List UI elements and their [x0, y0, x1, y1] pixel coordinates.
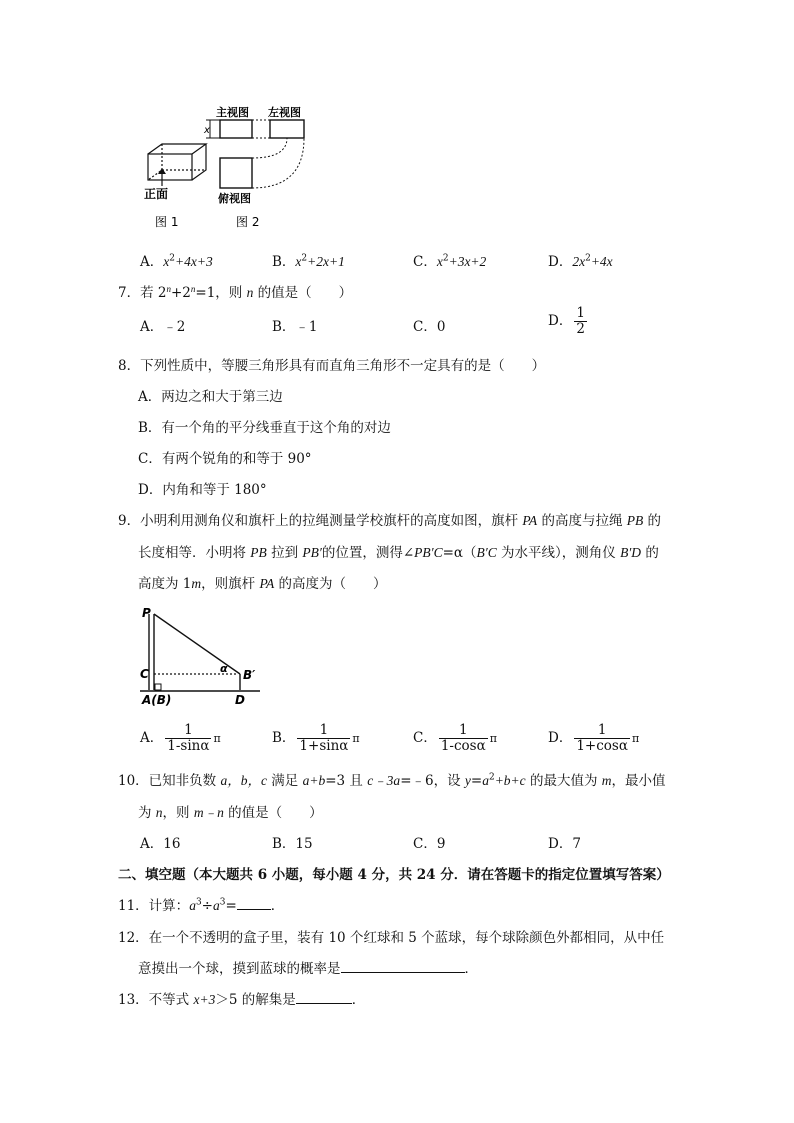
fig1-caption: 图 1	[155, 215, 179, 229]
front-label: 正面	[144, 187, 169, 201]
q9-option-b[interactable]: B． $\frac{1}{1+\sin\alpha}$ π	[272, 722, 360, 754]
fig2-caption: 图 2	[236, 215, 260, 229]
q7-option-a[interactable]: A．﹣2	[140, 319, 186, 335]
q6-option-a[interactable]: A．$x^2+4x+3$	[140, 253, 213, 270]
q9-stem-line1: 9．小明利用测角仪和旗杆上的拉绳测量学校旗杆的高度如图，旗杆 PA 的高度与拉绳 PB 的	[118, 513, 662, 529]
main-view-label: 主视图	[216, 106, 249, 119]
q10-option-c[interactable]: C．9	[413, 836, 446, 852]
q10-stem-line2: 为 n，则 m﹣n 的值是（ ）	[138, 805, 323, 821]
left-view-label: 左视图	[268, 106, 301, 119]
q13: 13．不等式 x+3＞5 的解集是 ．	[118, 992, 366, 1008]
q7-option-b[interactable]: B．﹣1	[272, 319, 318, 335]
q8-option-d[interactable]: D．内角和等于 180°	[138, 482, 267, 498]
q9-option-c[interactable]: C． $\frac{1}{1-\cos\alpha}$ π	[413, 722, 497, 754]
q7-option-d[interactable]: D． $\frac{1}{2}$	[548, 305, 585, 337]
q9-option-a[interactable]: A． $\frac{1}{1-\sin\alpha}$ π	[140, 722, 221, 754]
q8-option-a[interactable]: A．两边之和大于第三边	[138, 389, 283, 405]
label-D: D	[235, 693, 245, 707]
q8-option-b[interactable]: B．有一个角的平分线垂直于这个角的对边	[138, 420, 391, 436]
label-P: P	[142, 606, 151, 620]
q7-stem: 7．若 $2^n+2^n=1$，则 n 的值是（ ）	[118, 283, 353, 301]
three-view-figure	[140, 100, 340, 236]
box-3d	[148, 144, 206, 186]
label-C: C	[140, 667, 149, 681]
q7-option-c[interactable]: C．0	[413, 319, 446, 335]
q12-line1: 12．在一个不透明的盒子里，装有 10 个红球和 5 个蓝球，每个球除颜色外都相同，从中任	[118, 930, 665, 946]
q6-option-c[interactable]: C．$x^2+3x+2$	[413, 253, 487, 270]
q12-line2: 意摸出一个球，摸到蓝球的概率是 ．	[138, 961, 478, 977]
top-view-label: 俯视图	[218, 192, 251, 205]
q6-option-b[interactable]: B．$x^2+2x+1$	[272, 253, 345, 270]
q9-stem-line3: 高度为 1m，则旗杆 PA 的高度为（ ）	[138, 576, 387, 592]
q8-stem: 8．下列性质中，等腰三角形具有而直角三角形不一定具有的是（ ）	[118, 358, 546, 374]
q9-stem-line2: 长度相等．小明将 PB 拉到 PB′的位置，测得∠PB′C=α（B′C 为水平线），测角仪 B′D 的	[138, 545, 659, 561]
q11: 11．计算：$a^3\div a^3=$ ．	[118, 897, 285, 914]
q10-option-d[interactable]: D．7	[548, 836, 581, 852]
three-views	[206, 120, 304, 188]
q8-option-c[interactable]: C．有两个锐角的和等于 90°	[138, 451, 312, 467]
label-AB: A(B)	[142, 693, 172, 707]
q13-answer-blank[interactable]	[296, 991, 352, 1004]
q12-answer-blank[interactable]	[341, 960, 465, 973]
fraction: $\frac{1}{2}$	[576, 305, 585, 337]
section-fill-in-title: 二、填空题（本大题共 6 小题，每小题 4 分，共 24 分．请在答题卡的指定位置填写答案）	[118, 867, 670, 883]
flagpole-figure	[138, 604, 266, 708]
q6-option-d[interactable]: D．$2x^2+4x$	[548, 253, 613, 270]
label-Bprime: B′	[243, 668, 256, 682]
q10-stem-line1: 10．已知非负数 a，b，c 满足 a+b=3 且 c﹣3a=﹣6，设 $y=a^2+b+c$ 的最大值为 m，最小值	[118, 772, 666, 789]
label-alpha: α	[220, 662, 228, 675]
q10-option-a[interactable]: A．16	[140, 836, 181, 852]
q10-option-b[interactable]: B．15	[272, 836, 313, 852]
dim-x-label: x	[204, 125, 210, 136]
q11-answer-blank[interactable]	[237, 897, 271, 910]
q9-option-d[interactable]: D． $\frac{1}{1+\cos\alpha}$ π	[548, 722, 640, 754]
